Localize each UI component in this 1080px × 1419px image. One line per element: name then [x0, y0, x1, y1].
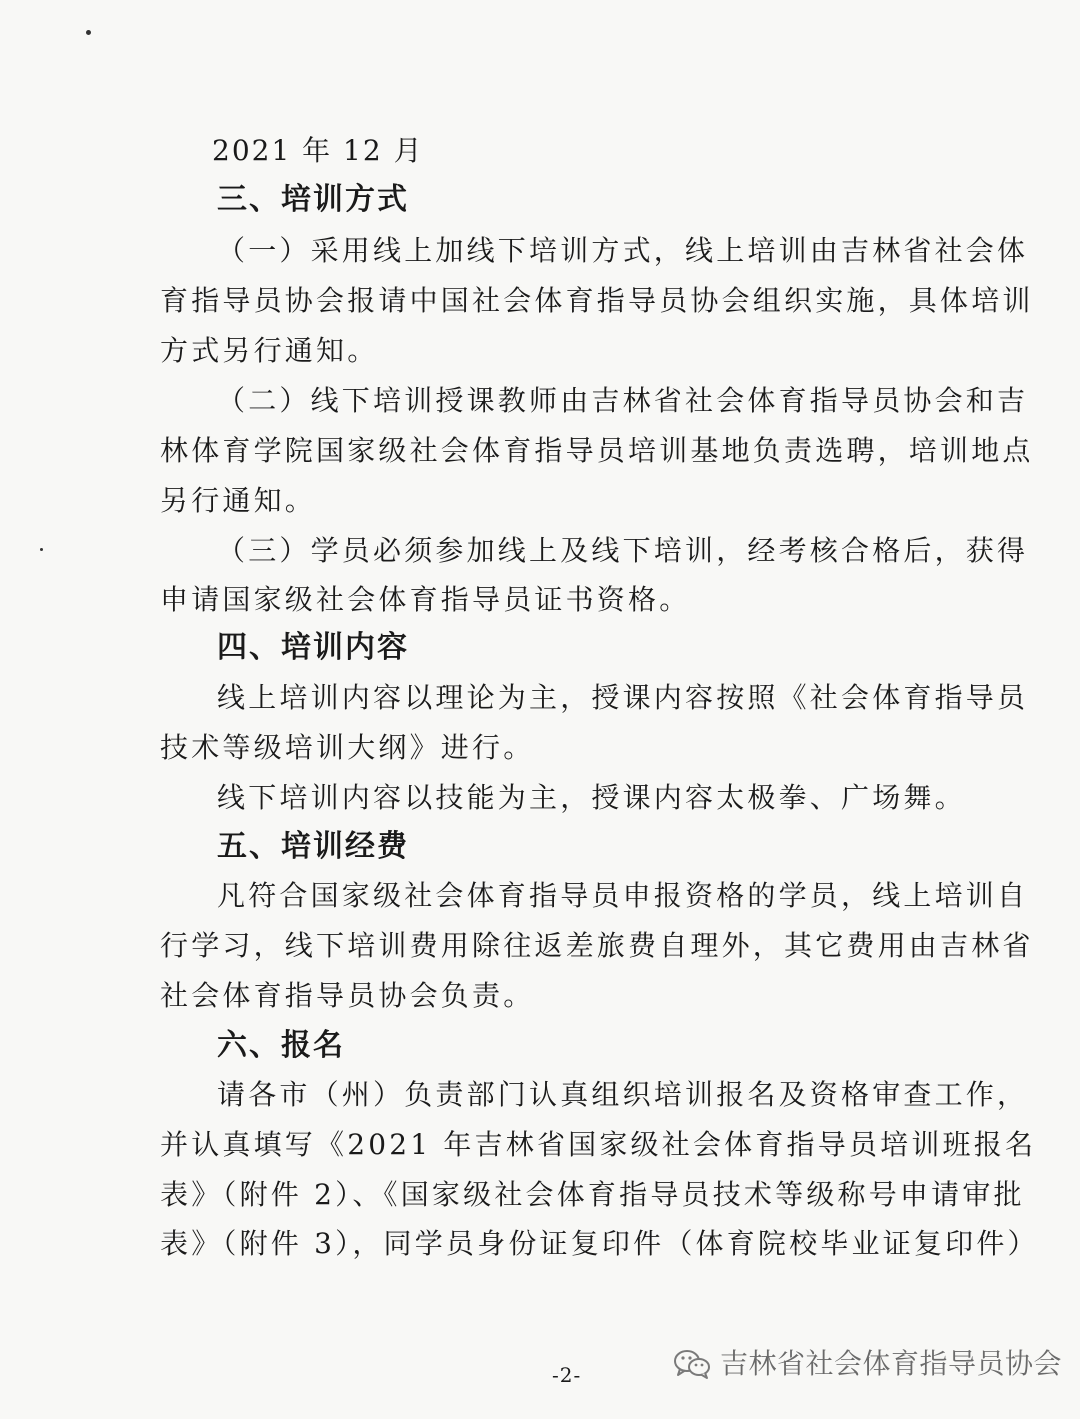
document-date: 2021 年 12 月 [212, 134, 424, 167]
paragraph-line: 社会体育指导员协会负责。 [160, 979, 535, 1012]
paragraph-line: （二）线下培训授课教师由吉林省社会体育指导员协会和吉 [217, 384, 1029, 417]
paragraph-line: （一）采用线上加线下培训方式，线上培训由吉林省社会体 [217, 234, 1029, 267]
paragraph-line: 林体育学院国家级社会体育指导员培训基地负责选聘，培训地点 [160, 434, 1034, 467]
wechat-icon [672, 1348, 712, 1380]
paragraph-line: （三）学员必须参加线上及线下培训，经考核合格后，获得 [217, 534, 1029, 567]
section-heading-6: 六、报名 [217, 1028, 345, 1063]
paragraph-line: 表》（附件 2）、《国家级社会体育指导员技术等级称号申请审批 [160, 1178, 1025, 1211]
section-heading-5: 五、培训经费 [217, 829, 409, 864]
watermark-text: 吉林省社会体育指导员协会 [720, 1347, 1063, 1380]
paragraph-line: 另行通知。 [160, 484, 317, 517]
paragraph-line: 线上培训内容以理论为主，授课内容按照《社会体育指导员 [217, 681, 1029, 714]
wechat-watermark [672, 1344, 1062, 1384]
section-heading-3: 三、培训方式 [217, 182, 409, 217]
paragraph-line: 并认真填写《2021 年吉林省国家级社会体育指导员培训班报名 [160, 1128, 1037, 1161]
section-heading-4: 四、培训内容 [217, 630, 409, 665]
paragraph-line: 凡符合国家级社会体育指导员申报资格的学员，线上培训自 [217, 879, 1029, 912]
paragraph-line: 行学习，线下培训费用除往返差旅费自理外，其它费用由吉林省 [160, 929, 1034, 962]
paragraph-line: 线下培训内容以技能为主，授课内容太极拳、广场舞。 [217, 781, 966, 814]
scan-speck [86, 30, 91, 35]
paragraph-line: 育指导员协会报请中国社会体育指导员协会组织实施，具体培训 [160, 284, 1034, 317]
paragraph-line: 申请国家级社会体育指导员证书资格。 [160, 583, 691, 616]
paragraph-line: 请各市（州）负责部门认真组织培训报名及资格审查工作， [217, 1078, 1029, 1111]
scan-speck [40, 548, 43, 551]
paragraph-line: 技术等级培训大纲》进行。 [160, 731, 535, 764]
page-number: -2- [552, 1363, 582, 1387]
paragraph-line: 表》（附件 3），同学员身份证复印件（体育院校毕业证复印件） [160, 1227, 1039, 1260]
paragraph-line: 方式另行通知。 [160, 334, 379, 367]
